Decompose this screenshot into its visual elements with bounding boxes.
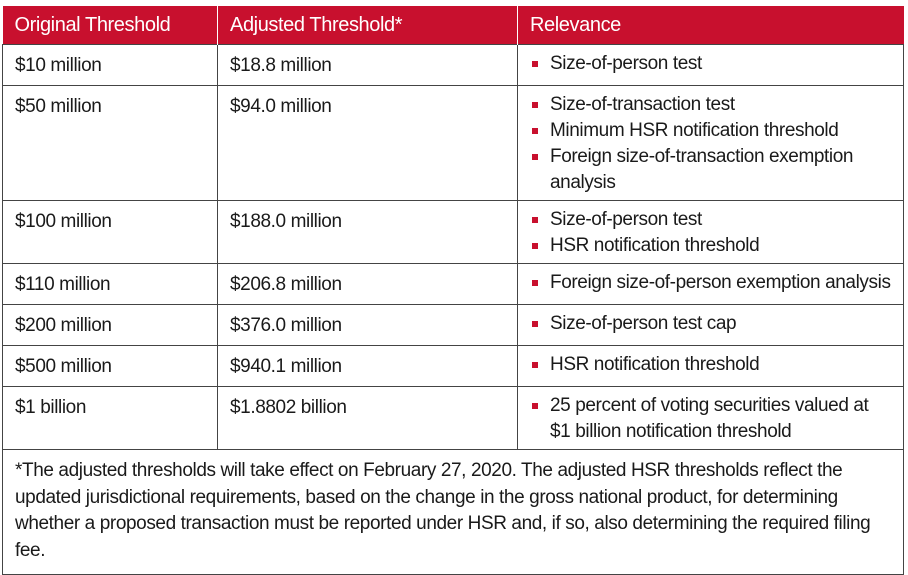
relevance-text: HSR notification threshold	[550, 235, 760, 256]
relevance-item	[530, 92, 891, 118]
square-bullet-icon	[532, 362, 538, 368]
adjusted-threshold-cell: $94.0 million	[218, 86, 518, 201]
square-bullet-icon	[532, 61, 538, 67]
header-original-threshold: Original Threshold	[3, 6, 218, 45]
table-row	[3, 264, 904, 305]
square-bullet-icon	[532, 243, 538, 249]
relevance-list	[530, 92, 891, 196]
header-adjusted-threshold: Adjusted Threshold*	[218, 6, 518, 45]
table-row	[3, 86, 904, 201]
table-row	[3, 387, 904, 450]
relevance-cell	[518, 264, 904, 305]
relevance-cell	[518, 346, 904, 387]
square-bullet-icon	[532, 280, 538, 286]
relevance-list	[530, 311, 891, 337]
header-row	[3, 6, 904, 45]
relevance-text: Minimum HSR notification threshold	[550, 120, 839, 141]
relevance-item	[530, 311, 891, 337]
square-bullet-icon	[532, 154, 538, 160]
relevance-item	[530, 118, 891, 144]
relevance-text: Size-of-person test	[550, 209, 702, 230]
relevance-list	[530, 352, 891, 378]
relevance-cell	[518, 86, 904, 201]
footnote: *The adjusted thresholds will take effect on February 27, 2020. The adjusted HSR thresholds reflect the updated jurisdictional requirements, based on the change in the gross national product, for determining whether a proposed transaction must be reported under HSR and, if so, also determining the required filing fee.	[3, 450, 904, 575]
relevance-list	[530, 51, 891, 77]
relevance-item	[530, 144, 891, 196]
relevance-item	[530, 207, 891, 233]
relevance-text: HSR notification threshold	[550, 354, 760, 375]
square-bullet-icon	[532, 403, 538, 409]
adjusted-threshold-cell: $940.1 million	[218, 346, 518, 387]
relevance-text: Foreign size-of-person exemption analysis	[550, 272, 891, 293]
square-bullet-icon	[532, 128, 538, 134]
table-row	[3, 201, 904, 264]
adjusted-threshold-cell: $1.8802 billion	[218, 387, 518, 450]
adjusted-threshold-cell: $206.8 million	[218, 264, 518, 305]
original-threshold-cell: $10 million	[3, 45, 218, 86]
relevance-item	[530, 270, 891, 296]
relevance-text: Size-of-person test cap	[550, 313, 737, 334]
relevance-item	[530, 233, 891, 259]
original-threshold-cell: $100 million	[3, 201, 218, 264]
relevance-item	[530, 352, 891, 378]
relevance-text: Foreign size-of-transaction exemption analysis	[550, 146, 854, 193]
relevance-cell	[518, 45, 904, 86]
square-bullet-icon	[532, 102, 538, 108]
table-row	[3, 346, 904, 387]
relevance-list	[530, 393, 891, 445]
table-row	[3, 45, 904, 86]
header-relevance: Relevance	[518, 6, 904, 45]
relevance-text: Size-of-transaction test	[550, 94, 735, 115]
relevance-cell	[518, 201, 904, 264]
relevance-cell	[518, 305, 904, 346]
table-body	[3, 45, 904, 450]
original-threshold-cell: $50 million	[3, 86, 218, 201]
original-threshold-cell: $1 billion	[3, 387, 218, 450]
relevance-list	[530, 207, 891, 259]
relevance-item	[530, 393, 891, 445]
threshold-table	[2, 6, 904, 575]
adjusted-threshold-cell: $376.0 million	[218, 305, 518, 346]
square-bullet-icon	[532, 217, 538, 223]
original-threshold-cell: $110 million	[3, 264, 218, 305]
relevance-text: Size-of-person test	[550, 53, 702, 74]
relevance-text: 25 percent of voting securities valued at $1 billion notification threshold	[550, 395, 869, 442]
relevance-cell	[518, 387, 904, 450]
table-row	[3, 305, 904, 346]
original-threshold-cell: $200 million	[3, 305, 218, 346]
original-threshold-cell: $500 million	[3, 346, 218, 387]
relevance-list	[530, 270, 891, 296]
footnote-row	[3, 450, 904, 575]
threshold-table-container	[2, 6, 903, 575]
square-bullet-icon	[532, 321, 538, 327]
adjusted-threshold-cell: $188.0 million	[218, 201, 518, 264]
adjusted-threshold-cell: $18.8 million	[218, 45, 518, 86]
relevance-item	[530, 51, 891, 77]
